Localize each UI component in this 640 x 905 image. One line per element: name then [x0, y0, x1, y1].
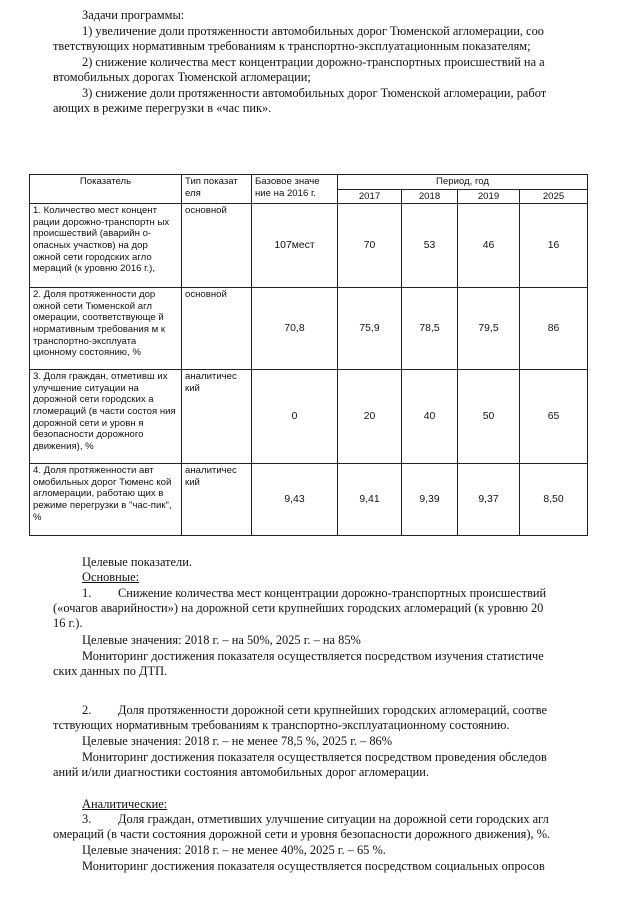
item-1-line-2: («очагов аварийности») на дорожной сети крупнейших городских агломераций (к уровню 20	[53, 601, 544, 615]
analytic-heading: Аналитические:	[82, 797, 168, 811]
row-1-type: основной	[182, 204, 252, 288]
row-2-type: основной	[182, 288, 252, 370]
row-4-value-2017: 9,41	[338, 464, 402, 536]
row-1-value-2018: 53	[402, 204, 458, 288]
tasks-title: Задачи программы:	[82, 8, 185, 22]
table-row	[30, 288, 588, 370]
row-3-type: аналитичес кий	[182, 370, 252, 464]
row-3-value-2025: 65	[520, 370, 588, 464]
item-3-number: 3.	[82, 812, 92, 826]
header-indicator: Показатель	[30, 175, 182, 204]
row-1-name: 1. Количество мест концент рации дорожно-транспортн ых происшествий (аварийн о-опасных участков) на дор ожной сети городских агло мераций (к уровню 2016 г.),	[30, 204, 182, 288]
row-4-value-2018: 9,39	[402, 464, 458, 536]
task-3-line-2: ающих в режиме перегрузки в «час пик».	[53, 101, 272, 115]
table-row	[30, 204, 588, 288]
row-3-value-2017: 20	[338, 370, 402, 464]
item-1-number: 1.	[82, 586, 92, 600]
task-1-line-1: 1) увеличение доли протяженности автомобильных дорог Тюменской агломерации, соо	[82, 24, 544, 38]
row-3-name: 3. Доля граждан, отметивш их улучшение ситуации на дорожной сети городских а гломераций (в части состоя ния дорожной сети и уровн я безопасности дорожного движения), %	[30, 370, 182, 464]
row-1-value-2025: 16	[520, 204, 588, 288]
row-3-value-2018: 40	[402, 370, 458, 464]
row-2-value-2018: 78,5	[402, 288, 458, 370]
row-2-value-2017: 75,9	[338, 288, 402, 370]
item-2-values: Целевые значения: 2018 г. – не менее 78,5 %, 2025 г. – 86%	[82, 734, 393, 748]
basic-heading: Основные:	[82, 570, 140, 584]
header-year-2017: 2017	[338, 189, 402, 204]
header-base: Базовое значе ние на 2016 г.	[252, 175, 338, 204]
item-2-line-1: Доля протяженности дорожной сети крупнейших городских агломераций, соотве	[118, 703, 548, 717]
task-2-line-2: втомобильных дорогах Тюменской агломерации;	[53, 70, 311, 84]
item-3-line-2: омераций (в части состояния дорожной сети и уровня безопасности дорожного движения), %.	[53, 827, 551, 841]
item-1-monitoring-line-2: ских данных по ДТП.	[53, 664, 168, 678]
header-year-2019: 2019	[458, 189, 520, 204]
task-3-line-1: 3) снижение доли протяженности автомобильных дорог Тюменской агломерации, работ	[82, 86, 547, 100]
header-type: Тип показат еля	[182, 175, 252, 204]
row-1-base: 107мест	[252, 204, 338, 288]
row-4-type: аналитичес кий	[182, 464, 252, 536]
item-2-number: 2.	[82, 703, 92, 717]
row-1-value-2019: 46	[458, 204, 520, 288]
row-1-value-2017: 70	[338, 204, 402, 288]
item-3-line-1: Доля граждан, отметивших улучшение ситуации на дорожной сети городских агл	[118, 812, 549, 826]
item-2-monitoring-line-1: Мониторинг достижения показателя осуществляется посредством проведения обследов	[82, 750, 547, 764]
task-1-line-2: тветствующих нормативным требованиям к транспортно-эксплуатационным показателям;	[53, 39, 531, 53]
row-4-base: 9,43	[252, 464, 338, 536]
indicators-table-wrap	[29, 174, 587, 536]
row-4-value-2025: 8,50	[520, 464, 588, 536]
item-3-values: Целевые значения: 2018 г. – не менее 40%, 2025 г. – 65 %.	[82, 843, 386, 857]
item-1-values: Целевые значения: 2018 г. – на 50%, 2025 г. – на 85%	[82, 633, 361, 647]
row-4-name: 4. Доля протяженности авт омобильных дорог Тюменс кой агломерации, работаю щих в режиме перегрузки в "час-пик", %	[30, 464, 182, 536]
row-2-value-2019: 79,5	[458, 288, 520, 370]
row-2-name: 2. Доля протяженности дор ожной сети Тюменской агл омерации, соответствующе й нормативным требования м к транспортно-эксплуата ционному состоянию, %	[30, 288, 182, 370]
item-1-line-1: Снижение количества мест концентрации дорожно-транспортных происшествий	[118, 586, 547, 600]
table-row	[30, 464, 588, 536]
row-2-base: 70,8	[252, 288, 338, 370]
header-year-2025: 2025	[520, 189, 588, 204]
header-year-2018: 2018	[402, 189, 458, 204]
task-2-line-1: 2) снижение количества мест концентрации дорожно-транспортных происшествий на а	[82, 55, 545, 69]
targets-heading: Целевые показатели.	[82, 555, 192, 569]
indicators-table	[29, 174, 588, 536]
item-2-line-2: тствующих нормативным требованиям к транспортно-эксплуатационному состоянию.	[53, 718, 510, 732]
table-row	[30, 370, 588, 464]
item-1-monitoring-line-1: Мониторинг достижения показателя осуществляется посредством изучения статистиче	[82, 649, 544, 663]
item-2-monitoring-line-2: аний и/или диагностики состояния автомобильных дорог агломерации.	[53, 765, 430, 779]
item-3-monitoring-line-1: Мониторинг достижения показателя осуществляется посредством социальных опросов	[82, 859, 545, 873]
row-4-value-2019: 9,37	[458, 464, 520, 536]
row-3-base: 0	[252, 370, 338, 464]
row-3-value-2019: 50	[458, 370, 520, 464]
item-1-line-3: 16 г.).	[53, 616, 83, 630]
header-period: Период, год	[338, 175, 588, 190]
row-2-value-2025: 86	[520, 288, 588, 370]
